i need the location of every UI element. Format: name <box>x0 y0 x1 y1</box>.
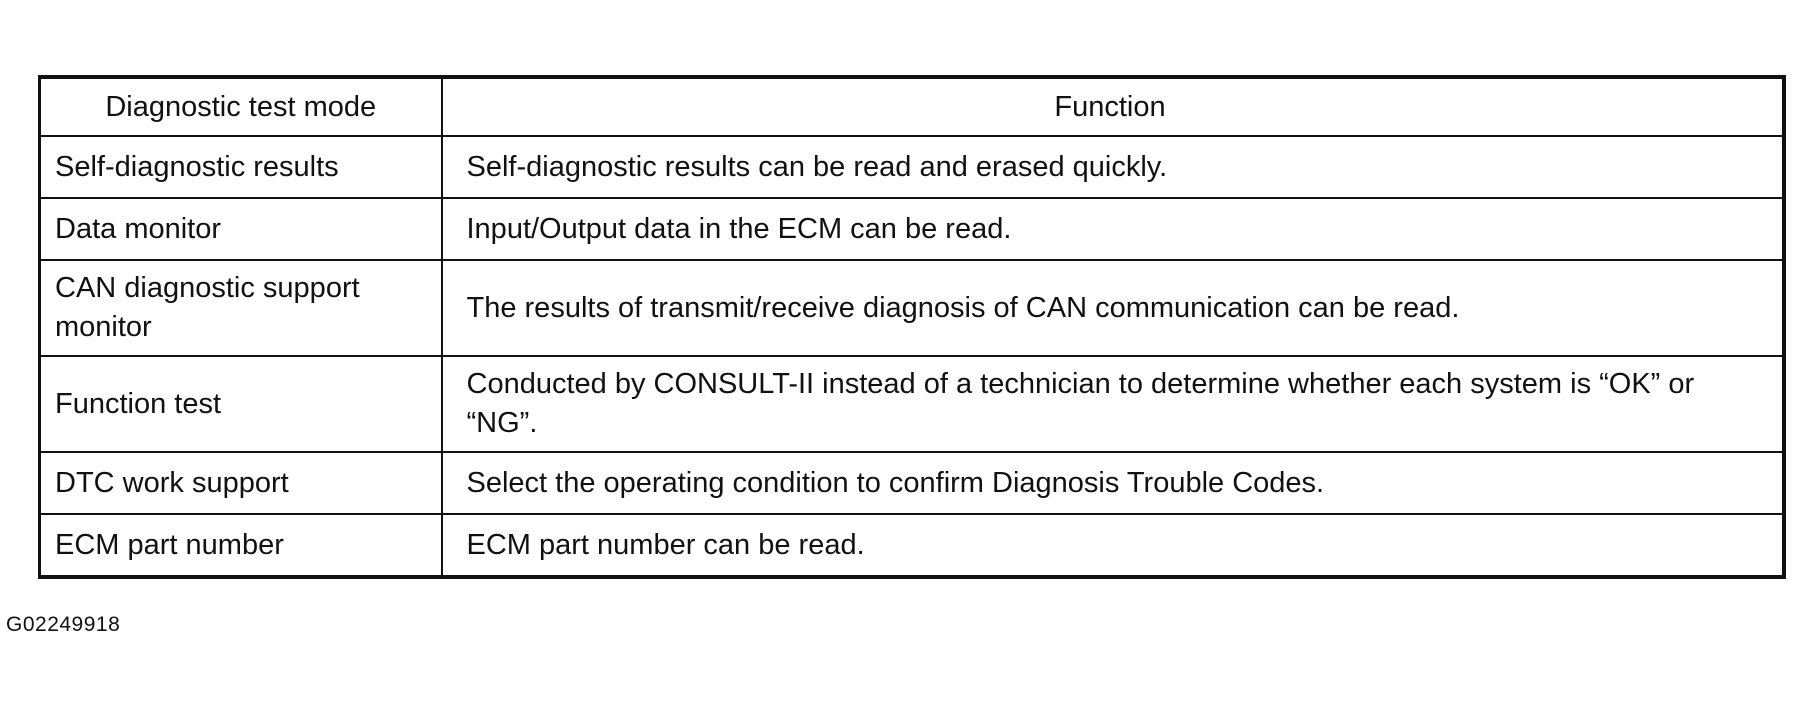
table-header-row <box>40 77 1784 136</box>
table-row <box>40 356 1784 452</box>
test-mode-cell: ECM part number <box>40 514 442 577</box>
table-row <box>40 452 1784 514</box>
column-header-function: Function <box>442 77 1784 136</box>
test-mode-cell: CAN diagnostic support monitor <box>40 260 442 356</box>
function-cell: ECM part number can be read. <box>442 514 1784 577</box>
test-mode-cell: DTC work support <box>40 452 442 514</box>
function-cell: Select the operating condition to confirm Diagnosis Trouble Codes. <box>442 452 1784 514</box>
diagnostic-mode-table <box>38 75 1786 579</box>
table-row <box>40 198 1784 260</box>
table-row <box>40 136 1784 198</box>
test-mode-cell: Self-diagnostic results <box>40 136 442 198</box>
table-row <box>40 260 1784 356</box>
function-cell: Input/Output data in the ECM can be read. <box>442 198 1784 260</box>
test-mode-cell: Data monitor <box>40 198 442 260</box>
figure-id-label: G02249918 <box>6 613 121 636</box>
table-row <box>40 514 1784 577</box>
function-cell: Conducted by CONSULT-II instead of a technician to determine whether each system is “OK” or “NG”. <box>442 356 1784 452</box>
function-cell: Self-diagnostic results can be read and erased quickly. <box>442 136 1784 198</box>
test-mode-cell: Function test <box>40 356 442 452</box>
function-cell: The results of transmit/receive diagnosis of CAN communication can be read. <box>442 260 1784 356</box>
column-header-test-mode: Diagnostic test mode <box>40 77 442 136</box>
